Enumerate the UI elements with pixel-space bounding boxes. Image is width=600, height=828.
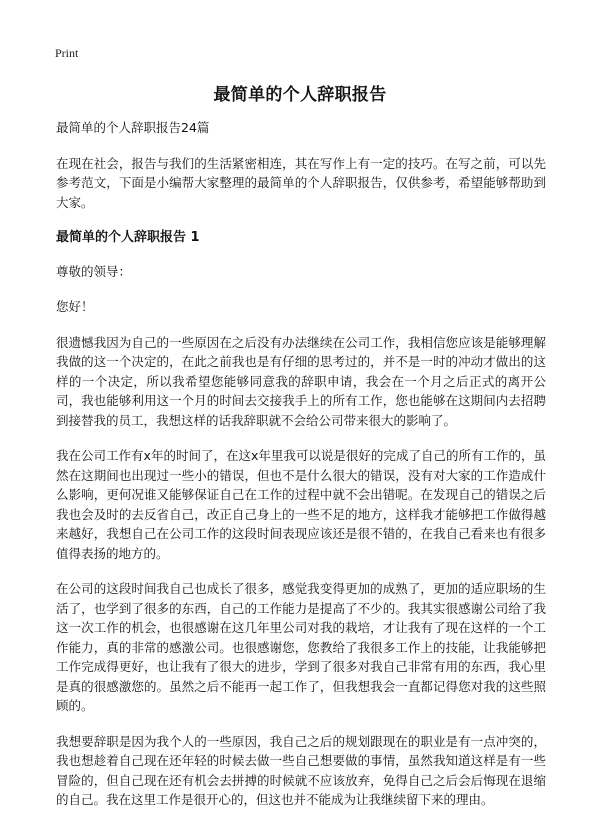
intro-paragraph: 在现在社会，报告与我们的生活紧密相连，其在写作上有一定的技巧。在写之前，可以先参考范文，下面是小编帮大家整理的最简单的个人辞职报告，仅供参考，希望能够帮助到大家。 (56, 155, 546, 210)
body-paragraph-2: 我在公司工作有x年的时间了，在这x年里我可以说是很好的完成了自己的所有工作的，虽然在这期间也出现过一些小的错误，但也不是什么很大的错误，没有对大家的工作造成什么影响，更何况谁又能够保证自己在工作的过程中就不会出错呢。在发现自己的错误之后我也会及时的去反省自己，改正自己身上的一些不足的地方，这样我才能够把工作做得越来越好，我想自己在公司工作的这段时间表现应该还是很不错的，在我自己看来也有很多值得表扬的地方的。 (56, 448, 546, 561)
document-title: 最简单的个人辞职报告 (213, 85, 387, 105)
body-paragraph-1: 很遗憾我因为自己的一些原因在之后没有办法继续在公司工作，我相信您应该是能够理解我做的这一个决定的，在此之前我也是有仔细的思考过的，并不是一时的冲动才做出的这样的一个决定，所以我希望您能够同意我的辞职申请，我会在一个月之后正式的离开公司，我也能够利用这一个月的时间去交接我手上的所有工作，您也能够在这期间内去招聘到接替我的员工，我想这样的话我辞职就不会给公司带来很大的影响了。 (56, 334, 546, 428)
document-subtitle: 最简单的个人辞职报告24篇 (56, 120, 210, 135)
section-heading: 最简单的个人辞职报告 1 (56, 230, 200, 245)
greeting: 您好！ (56, 299, 94, 314)
salutation: 尊敬的领导： (56, 263, 132, 279)
document-body (56, 118, 546, 826)
body-paragraph-3: 在公司的这段时间我自己也成长了很多，感觉我变得更加的成熟了，更加的适应职场的生活了，也学到了很多的东西，自己的工作能力是提高了不少的。我其实很感谢公司给了我这一次工作的机会，也很感谢在这几年里公司对我的栽培，才让我有了现在这样的一个工作能力，真的非常的感激公司。也很感谢您，您教给了我很多工作上的技能，让我能够把工作完成得更好，也让我有了很大的进步，学到了很多对我自己非常有用的东西，我心里是真的很感激您的。虽然之后不能再一起工作了，但我想我会一直都记得您对我的这些照顾的。 (56, 581, 546, 713)
body-paragraph-4: 我想要辞职是因为我个人的一些原因，我自己之后的规划跟现在的职业是有一点冲突的，我也想趁着自己现在还年轻的时候去做一些自己想要做的事情，虽然我知道这样是有一些冒险的，但自己现在还有机会去拼搏的时候就不应该放弃，免得自己之后会后悔现在退缩的自己。我在这里工作是很开心的，但这也并不能成为让我继续留下来的理由。 (56, 733, 546, 807)
print-label[interactable]: Print (55, 46, 79, 60)
